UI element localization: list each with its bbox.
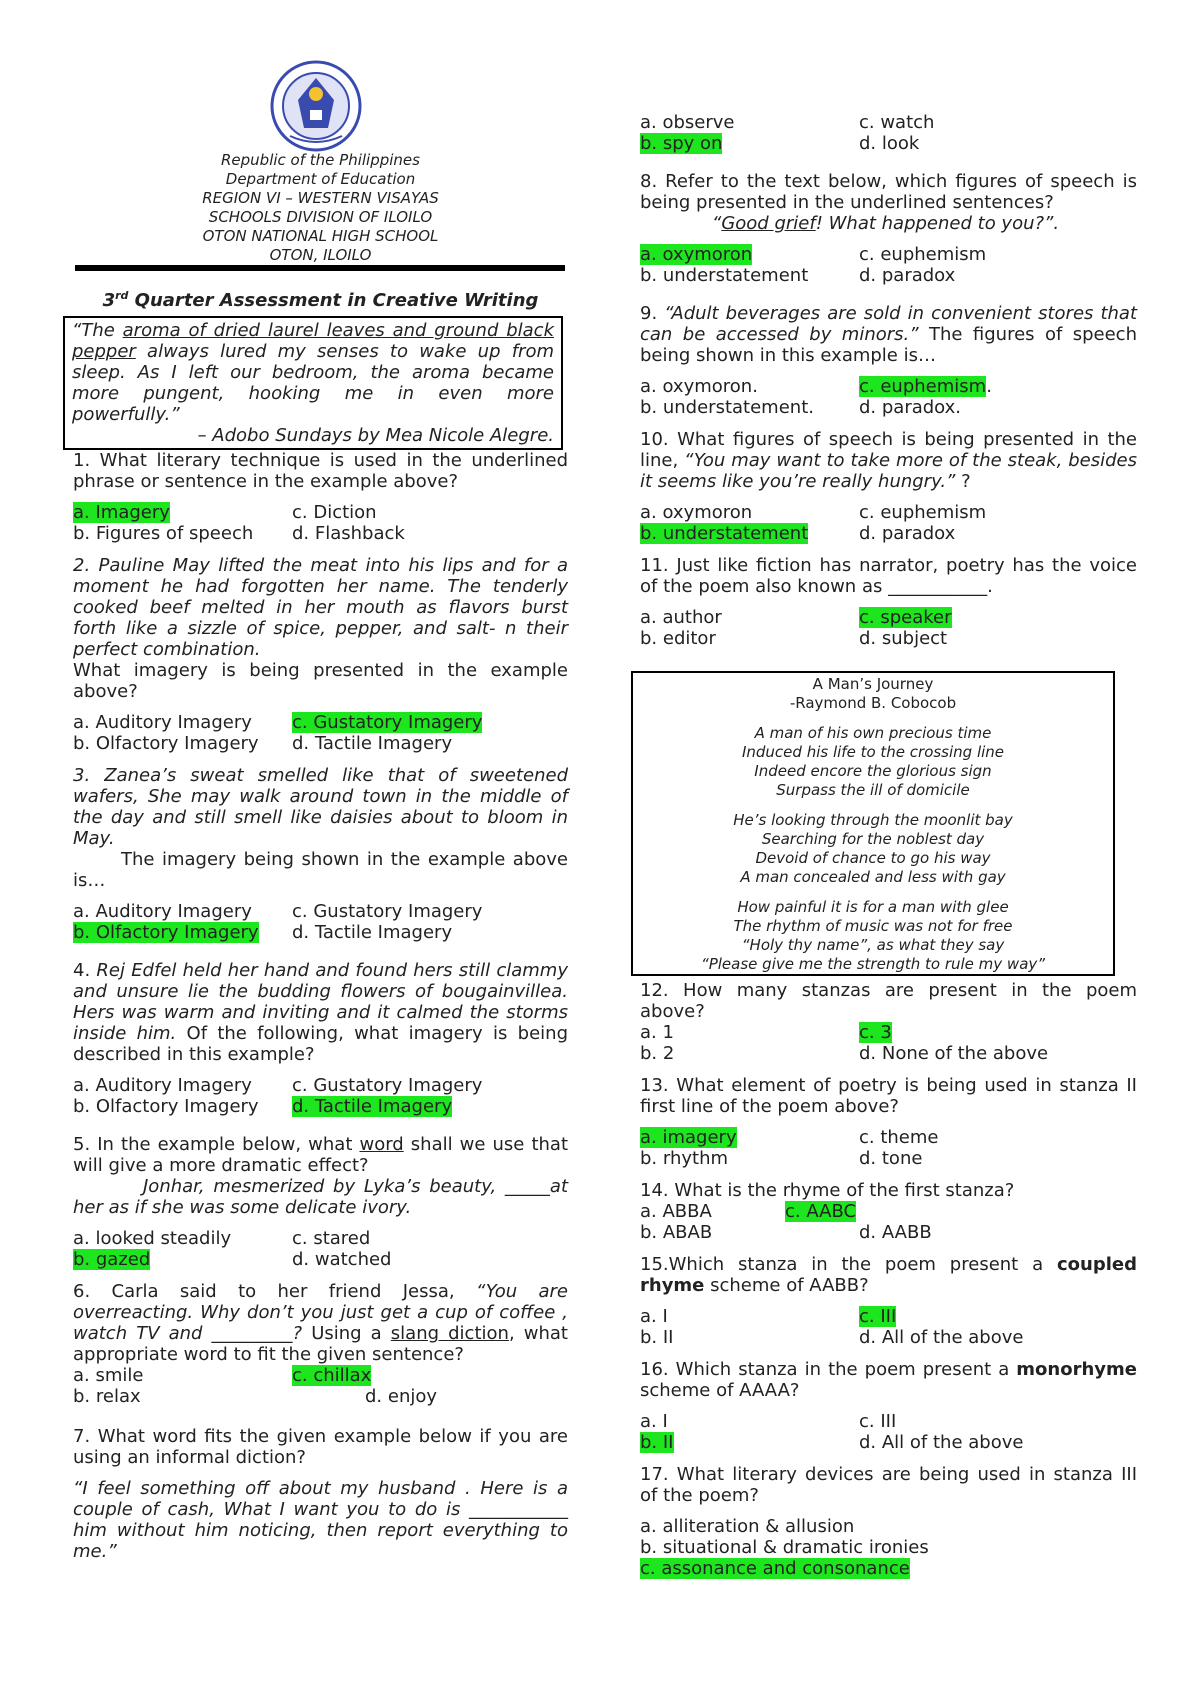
answer-q7: b. spy on: [640, 133, 723, 154]
question-11: 11. Just like fiction has narrator, poetry has the voice of the poem also known as ___________. a. author c. speaker b. editor d. subject: [640, 555, 1137, 649]
question-2: 2. Pauline May lifted the meat into his lips and for a moment he had forgotten her name. The tenderly cooked beef melted in her mouth as flavors burst forth like a sizzle of spice, pepper, and salt- n their perfect combination. What imagery is being presented in the example above? a. Auditory Imagery c. Gustatory Imagery b. Olfactory Imagery d. Tactile Imagery: [73, 555, 568, 754]
answer-q13: a. imagery: [640, 1127, 737, 1148]
answer-q17: c. assonance and consonance: [640, 1558, 910, 1579]
question-9: 9. “Adult beverages are sold in convenient stores that can be accessed by minors.” The figures of speech being shown in this example is… a. oxymoron. c. euphemism. b. understatement. d. paradox.: [640, 303, 1137, 418]
answer-q6: c. chillax: [292, 1365, 372, 1386]
letterhead: [73, 151, 568, 265]
excerpt-attribution: – Adobo Sundays by Mea Nicole Alegre.: [197, 425, 554, 446]
excerpt-box: “The aroma of dried laurel leaves and ground black pepper always lured my senses to wake up from sleep. As I left our bedroom, the aroma became more pungent, hooking me in even more powerfully.” – Adobo Sundays by Mea Nicole Alegre.: [63, 316, 563, 450]
poem-stanza-3: How painful it is for a man with glee The rhythm of music was not for free “Holy thy name”, as what they say “Please give me the strength to rule my way”: [700, 898, 1046, 973]
answer-q4: d. Tactile Imagery: [292, 1096, 453, 1117]
answer-q12: c. 3: [859, 1022, 892, 1043]
question-16: 16. Which stanza in the poem present a monorhyme scheme of AAAA? a. I c. III b. II d. All of the above: [640, 1359, 1137, 1453]
question-3: 3. Zanea’s sweat smelled like that of sweetened wafers, She may walk around town in the middle of the day and still smell like daisies about to bloom in May. The imagery being shown in the example above is… a. Auditory Imagery c. Gustatory Imagery b. Olfactory Imagery d. Tactile Imagery: [73, 765, 568, 943]
question-17: 17. What literary devices are being used in stanza III of the poem? a. alliteration & allusion b. situational & dramatic ironies c. assonance and consonance: [640, 1464, 1137, 1579]
answer-q9: c. euphemism: [859, 376, 987, 397]
poem-title: A Man’s Journey: [812, 675, 934, 693]
question-15: 15.Which stanza in the poem present a coupled rhyme scheme of AABB? a. I c. III b. II d. All of the above: [640, 1254, 1137, 1348]
answer-q8: a. oxymoron: [640, 244, 753, 265]
poem-stanza-1: A man of his own precious time Induced his life to the crossing line Indeed encore the glorious sign Surpass the ill of domicile: [741, 724, 1005, 799]
letterhead-location: OTON, ILOILO: [269, 246, 372, 264]
answer-q10: b. understatement: [640, 523, 809, 544]
poem-box: [631, 671, 1115, 976]
answer-q1: a. Imagery: [73, 502, 170, 523]
letterhead-country: Republic of the Philippines: [221, 151, 420, 169]
answer-q15: c. III: [859, 1306, 897, 1327]
letterhead-department: Department of Education: [225, 170, 416, 188]
question-13: 13. What element of poetry is being used in stanza II first line of the poem above? a. imagery c. theme b. rhythm d. tone: [640, 1075, 1137, 1169]
poem-author: -Raymond B. Cobocob: [789, 694, 957, 712]
question-7-options: a. observe c. watch b. spy on d. look: [640, 112, 935, 154]
letterhead-school: OTON NATIONAL HIGH SCHOOL: [202, 227, 439, 245]
letterhead-division: SCHOOLS DIVISION OF ILOILO: [208, 208, 433, 226]
question-10: 10. What figures of speech is being presented in the line, “You may want to take more of the steak, besides it seems like you’re really hungry.” ? a. oxymoron c. euphemism b. understatement d. paradox: [640, 429, 1137, 544]
question-1: 1. What literary technique is used in the underlined phrase or sentence in the example above? a. Imagery c. Diction b. Figures of speech d. Flashback: [73, 450, 568, 544]
answer-q11: c. speaker: [859, 607, 952, 628]
answer-q16: b. II: [640, 1432, 674, 1453]
answer-q14: c. AABC: [785, 1201, 857, 1222]
page-title: 3rd Quarter Assessment in Creative Writing: [102, 289, 539, 311]
poem-stanza-2: He’s looking through the moonlit bay Searching for the noblest day Devoid of chance to go his way A man concealed and less with gay: [733, 811, 1013, 886]
question-6: 6. Carla said to her friend Jessa, “You are overreacting. Why don’t you just get a cup of coffee , watch TV and _________? Using a slang diction, what appropriate word to fit the given sentence? a. smile c. chillax b. relax d. enjoy: [73, 1281, 568, 1407]
excerpt-underlined: aroma of dried laurel leaves and ground black pepper: [72, 320, 554, 362]
question-8: 8. Refer to the text below, which figures of speech is being presented in the underlined sentences? “Good grief! What happened to you?”. a. oxymoron c. euphemism b. understatement d. paradox: [640, 171, 1137, 286]
right-column: [640, 112, 1137, 649]
letterhead-region: REGION VI – WESTERN VISAYAS: [202, 189, 439, 207]
right-column-lower: [640, 980, 1137, 1579]
question-12: 12. How many stanzas are present in the poem above? a. 1 c. 3 b. 2 d. None of the above: [640, 980, 1137, 1064]
question-14: 14. What is the rhyme of the first stanza? a. ABBA c. AABC b. ABAB d. AABB: [640, 1180, 1015, 1243]
deped-seal-logo: [270, 60, 362, 152]
question-4: 4. Rej Edfel held her hand and found hers still clammy and unsure lie the budding flowers of bougainvillea. Hers was warm and inviting and it calmed the storms inside him. Of the following, what imagery is being described in this example? a. Auditory Imagery c. Gustatory Imagery b. Olfactory Imagery d. Tactile Imagery: [73, 960, 568, 1117]
question-7: 7. What word fits the given example below if you are using an informal diction? “I feel something off about my husband . Here is a couple of cash, What I want you to do is ___________ him without him noticing, then report everything to me.”: [73, 1426, 568, 1562]
answer-q3: b. Olfactory Imagery: [73, 922, 259, 943]
header-divider: [75, 265, 565, 271]
question-5: 5. In the example below, what word shall we use that will give a more dramatic effect? Jonhar, mesmerized by Lyka’s beauty, _____at her as if she was some delicate ivory. a. looked steadily c. stared b. gazed d. watched: [73, 1134, 568, 1270]
answer-q2: c. Gustatory Imagery: [292, 712, 483, 733]
answer-q5: b. gazed: [73, 1249, 151, 1270]
